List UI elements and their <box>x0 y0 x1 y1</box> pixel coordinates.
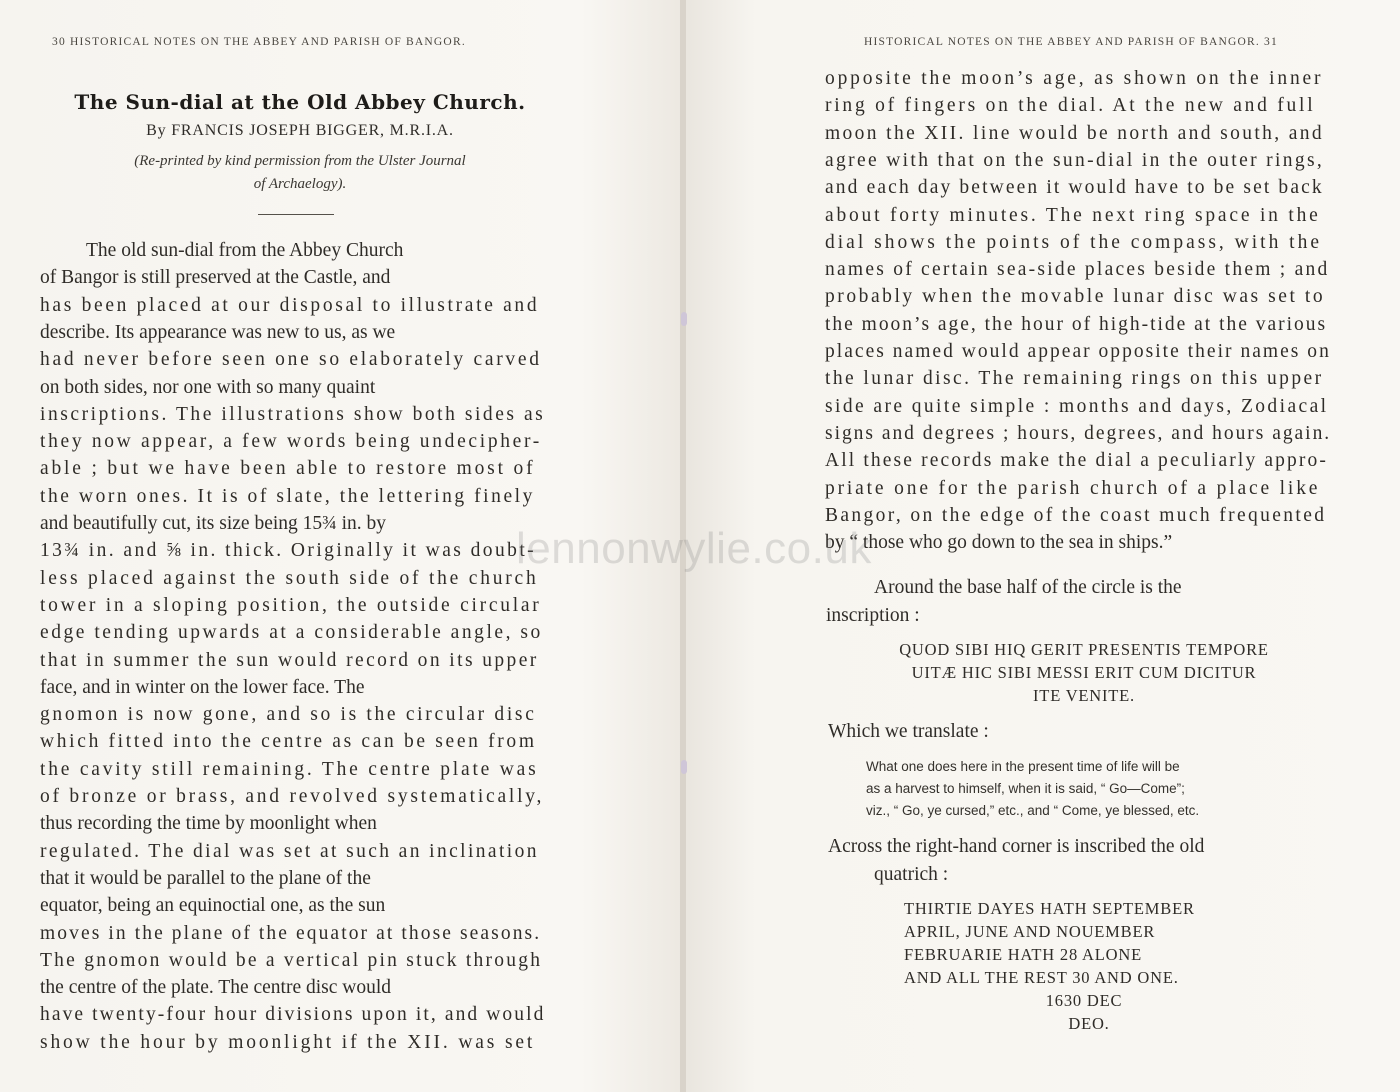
article-author: By FRANCIS JOSEPH BIGGER, M.R.I.A. <box>146 122 454 139</box>
body-line: signs and degrees ; hours, degrees, and hours again. <box>825 422 1332 444</box>
reprint-line: of Archaelogy). <box>253 176 347 192</box>
body-line: opposite the moon’s age, as shown on the inner <box>825 68 1324 89</box>
translation-line: as a harvest to himself, when it is said, “ Go—Come”; <box>866 781 1185 796</box>
body-line: has been placed at our disposal to illustrate and <box>40 294 540 316</box>
body-line: gnomon is now gone, and so is the circular disc <box>40 704 537 726</box>
body-line: equator, being an equinoctial one, as the sun <box>40 895 386 917</box>
body-line: had never before seen one so elaborately carved <box>40 349 542 371</box>
body-line: less placed against the south side of the church <box>40 567 539 589</box>
body-line: of Bangor is still preserved at the Castle, and <box>40 267 391 289</box>
article-title: The Sun-dial at the Old Abbey Church. <box>74 90 526 114</box>
latin-inscription-line: QUOD SIBI HIQ GERIT PRESENTIS TEMPORE <box>899 640 1269 659</box>
body-line: the centre of the plate. The centre disc would <box>40 977 392 999</box>
quatrain-line: AND ALL THE REST 30 AND ONE. <box>904 968 1179 987</box>
body-line: show the hour by moonlight if the XII. was set <box>40 1031 536 1053</box>
watermark-text: lennonwylie.co.uk <box>516 524 872 573</box>
body-line: 13¾ in. and ⅝ in. thick. Originally it was doubt- <box>40 540 537 562</box>
binding-stitch <box>681 312 687 326</box>
body-line: ring of fingers on the dial. At the new and full <box>825 95 1316 117</box>
body-line: thus recording the time by moonlight when <box>40 813 377 835</box>
body-line: Bangor, on the edge of the coast much frequented <box>825 504 1327 526</box>
body-line: that it would be parallel to the plane of the <box>40 867 371 889</box>
reprint-note <box>40 150 560 196</box>
quatrain-line: THIRTIE DAYES HATH SEPTEMBER <box>904 899 1195 918</box>
body-line: inscriptions. The illustrations show both sides as <box>40 403 546 425</box>
body-line: moon the XII. line would be north and south, and <box>825 122 1325 144</box>
body-line: probably when the movable lunar disc was set to <box>825 286 1326 308</box>
body-line: about forty minutes. The next ring space in the <box>825 204 1321 226</box>
translation-line: viz., “ Go, ye cursed,” etc., and “ Come, ye blessed, etc. <box>866 803 1200 818</box>
body-line: by “ those who go down to the sea in ships.” <box>825 532 1173 554</box>
latin-inscription-line: ITE VENITE. <box>1033 686 1135 705</box>
body-line: the moon’s age, the hour of high-tide at the various <box>825 313 1328 335</box>
body-line: priate one for the parish church of a place like <box>825 477 1321 499</box>
body-line: which fitted into the centre as can be seen from <box>40 731 537 753</box>
body-line: able ; but we have been able to restore most of <box>40 458 536 480</box>
body-line: they now appear, a few words being undecipher- <box>40 431 542 453</box>
corner-intro-line: Across the right-hand corner is inscribed the old <box>828 836 1205 857</box>
body-line: the cavity still remaining. The centre plate was <box>40 758 539 780</box>
base-intro-line: inscription : <box>826 605 920 626</box>
body-line: All these records make the dial a peculiarly appro- <box>825 450 1329 472</box>
body-line: and each day between it would have to be set back <box>825 177 1324 199</box>
body-line: the worn ones. It is of slate, the lettering finely <box>40 485 535 507</box>
translate-label: Which we translate : <box>828 721 989 742</box>
body-line: moves in the plane of the equator at those seasons. <box>40 922 542 944</box>
body-line: The old sun-dial from the Abbey Church <box>86 240 404 261</box>
latin-inscription-line: UITÆ HIC SIBI MESSI ERIT CUM DICITUR <box>911 663 1257 682</box>
body-line: face, and in winter on the lower face. The <box>40 676 365 698</box>
body-line: describe. Its appearance was new to us, as we <box>40 321 396 343</box>
body-line: on both sides, nor one with so many quaint <box>40 376 376 398</box>
body-line: the lunar disc. The remaining rings on this upper <box>825 368 1324 390</box>
title-divider <box>258 214 334 215</box>
base-intro-line: Around the base half of the circle is the <box>874 577 1182 598</box>
body-line: names of certain sea-side places beside them ; and <box>825 259 1330 281</box>
body-line: have twenty-four hour divisions upon it, and would <box>40 1004 546 1026</box>
reprint-line: (Re-printed by kind permission from the Ulster Journal <box>134 153 466 169</box>
body-line: of bronze or brass, and revolved systematically, <box>40 786 545 807</box>
body-line: and beautifully cut, its size being 15¾ in. by <box>40 513 387 534</box>
body-line: agree with that on the sun-dial in the outer rings, <box>825 149 1325 171</box>
quatrain-line: APRIL, JUNE AND NOUEMBER <box>904 922 1156 941</box>
body-line: tower in a sloping position, the outside circular <box>40 594 542 616</box>
body-line: dial shows the points of the compass, with the <box>825 231 1323 253</box>
body-line: The gnomon would be a vertical pin stuck through <box>40 949 543 971</box>
body-line: side are quite simple : months and days, Zodiacal <box>825 395 1329 417</box>
date-line: 1630 DEC <box>1045 991 1123 1010</box>
body-line: places named would appear opposite their names on <box>825 341 1331 362</box>
body-line: edge tending upwards at a considerable angle, so <box>40 622 543 644</box>
right-running-head: HISTORICAL NOTES ON THE ABBEY AND PARISH OF BANGOR. 31 <box>864 36 1278 48</box>
left-running-head: 30 HISTORICAL NOTES ON THE ABBEY AND PARISH OF BANGOR. <box>52 36 466 48</box>
body-line: regulated. The dial was set at such an inclination <box>40 840 539 862</box>
deo-line: DEO. <box>1068 1014 1110 1033</box>
body-line: that in summer the sun would record on its upper <box>40 649 539 671</box>
corner-intro-line: quatrich : <box>874 864 949 885</box>
quatrain-line: FEBRUARIE HATH 28 ALONE <box>904 945 1142 964</box>
binding-stitch <box>681 760 687 774</box>
translation-line: What one does here in the present time of life will be <box>866 759 1180 774</box>
